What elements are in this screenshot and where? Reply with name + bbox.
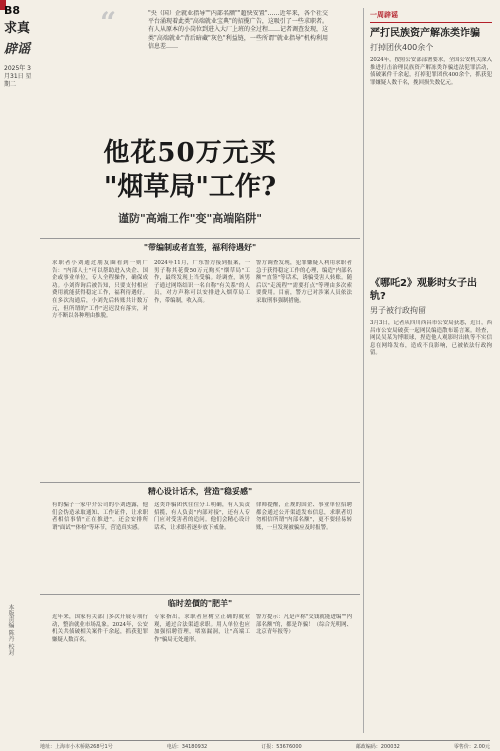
right-subhead-1: 打掉团伙400余个: [370, 43, 434, 52]
section3-col-b: 专家指出，求职者应树立正确的就业观，通过合法渠道求职。用人单位也应加强招聘管理，堵塞漏洞，让"高端工作"骗局无处遁形。: [154, 614, 250, 643]
section-name: 求真: [4, 21, 31, 36]
section-subname: 辟谣: [4, 42, 31, 57]
headline-subtitle: 谨防"高端工作"变"高端陷阱": [118, 212, 262, 225]
footer-address: 地址：上海市小木桥路268号1号: [40, 744, 113, 750]
right-headline-2: 《哪吒2》观影时女子出轨?: [370, 278, 477, 302]
section2-col-c: 律师提醒，正规的国企、事业单位招聘都会通过公开渠道发布信息，求职者切勿相信所谓"内部名额"，更不要轻易转账，一旦发现被骗应及时报警。: [256, 502, 352, 531]
issue-date: 2025年 3月31日 星期二: [4, 65, 32, 88]
divider: [40, 482, 360, 483]
section1-col-a: 求职者小刘通过朋友圈看到一则广告："内部人士"可以帮助进入央企、国企或事业单位，专人全程操作，确保成功。小刘咨询后被告知，只要支付相应费用就能获得稳定工作，福利待遇好。在多次沟通后，小刘先后转账共计数万元，但所谓的"工作"迟迟没有落实，对方不断以各种理由推脱。: [52, 260, 148, 320]
footer: [40, 740, 490, 750]
right-body-2: 3月3日，记者从四川西昌市公安局获悉，近日，西昌市公安局破获一起网民编造散布谣言案。经查，网民吴某为博眼球，捏造他人观影时出轨等不实信息在网络发布，造成不良影响，已被依法行政拘留。: [370, 320, 492, 357]
section1-title: "带编制或者直签，福利待遇好": [143, 243, 257, 252]
footer-postcode: 邮政编码：200032: [355, 744, 400, 750]
section2-col-b: 这类诈骗团伙往往分工明确，有人负责招揽，有人负责"内部对接"，还有人专门应对受害者的追问。他们会精心设计话术，让求职者逐步放下戒备。: [154, 502, 250, 531]
section3-col-a: 近年来，国家有关部门多次开展专项行动，整治就业市场乱象。2024年，公安机关共侦破相关案件千余起，抓获犯罪嫌疑人数百名。: [52, 614, 148, 643]
side-credit: 本版责编 陈丹 校对: [7, 604, 14, 656]
quote-mark-icon: “: [100, 6, 117, 39]
right-column: [370, 10, 492, 580]
column-divider: [363, 8, 364, 733]
headline-block: [40, 138, 340, 226]
section2-col-a: 有的骗子一家中介公司的小刘透露，他们会伪造录取通知、工作证件，让求职者相信事情"正在推进"。还会安排所谓"面试""体检"等环节，营造真实感。: [52, 502, 148, 531]
masthead: [4, 4, 32, 704]
right-subhead-2: 男子被行政拘留: [370, 306, 426, 315]
page-number: B8: [4, 4, 21, 17]
footer-price: 零售价：2.00元: [453, 744, 490, 750]
section1-col-b: 2024年11月，广东警方接到报案，一男子称其花费50万元购买"烟草局"工作，最终发现上当受骗。经调查，该男子通过网络结识一名自称"有关系"的人员，对方声称可以安排进入烟草局工作，带编制，收入高。: [154, 260, 250, 304]
headline-line1: 他花50万元买: [103, 138, 277, 168]
section2-title: 精心设计话术，营造"稳妥感": [147, 487, 253, 496]
section1-col-c: 警方调查发现，犯罪嫌疑人利用求职者急于获得稳定工作的心理，编造"内部名额""直签"等话术，诱骗受害人转账。随后以"走流程""需要打点"等理由多次索要费用。目前，警方已对涉案人员依法采取刑事强制措施。: [256, 260, 352, 304]
section3-col-c: 警方提示：凡是声称"交钱就能进编""内部名额"的，都是诈骗！（综合光明网、北京青年报等）: [256, 614, 352, 636]
footer-subscribe: 订报：53676000: [261, 744, 302, 750]
right-headline-1: 严打民族资产解冻类诈骗: [370, 28, 480, 39]
right-body-1: 2024年，按照公安部部署要求，全国公安机关深入推进打击治理民族资产解冻类诈骗违法犯罪活动，侦破案件千余起，打掉犯罪团伙400余个，抓获犯罪嫌疑人数千名，挽回损失数亿元。: [370, 57, 492, 86]
right-tag: 一周辟谣: [370, 10, 492, 23]
divider: [40, 238, 360, 239]
intro-quote: "央（国）企就业指导""内部名额""超快安置"……近年来，各个社交平台涌现着此类"高端就业宝典"的招揽广告，这吸引了一些求职者。有人从原本的小岗位到进入大厂上班的全过程……记者调查发现，这类"高端就业"背后暗藏"灰色"利益链，一些所谓"就业指导"机构利用信息差……: [148, 10, 328, 50]
section3-title: 临时差價的"肥羊": [167, 599, 233, 608]
headline-line2: "烟草局"工作?: [103, 172, 277, 202]
footer-tel: 电话：34180932: [166, 744, 208, 750]
divider: [40, 594, 360, 595]
